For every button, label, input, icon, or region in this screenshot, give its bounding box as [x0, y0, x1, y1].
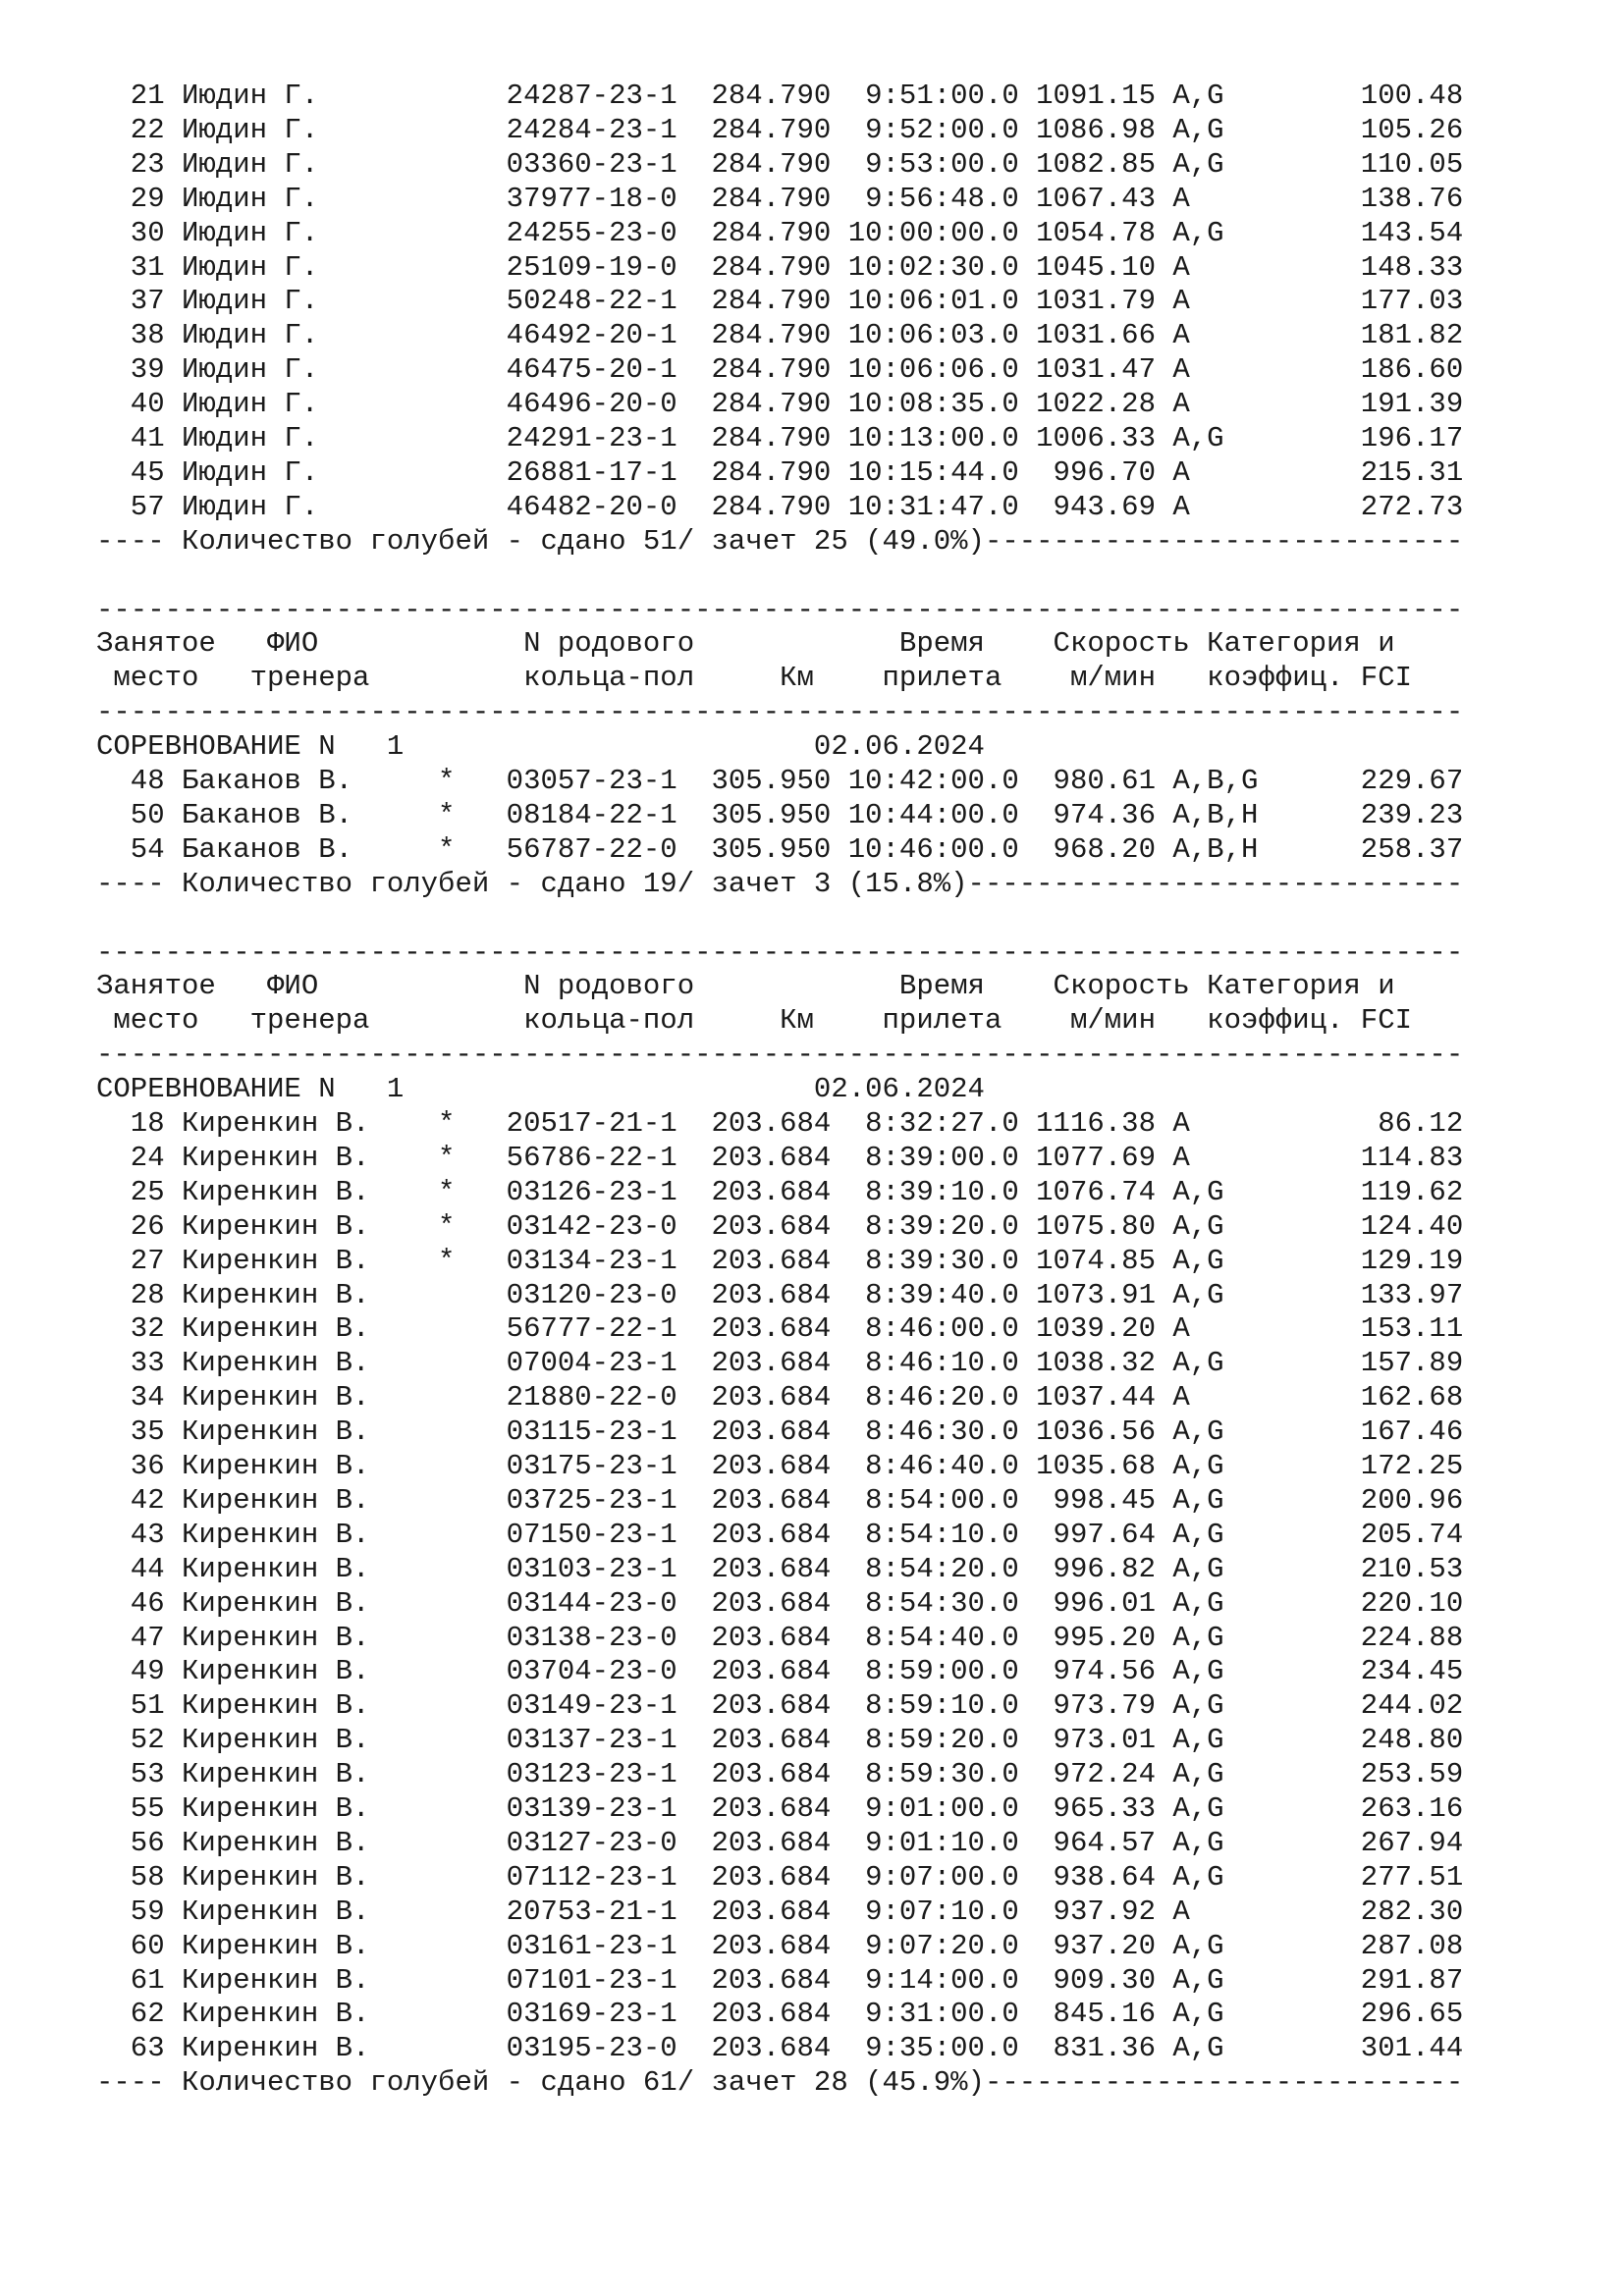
- table-row: 25 Киренкин В. * 03126-23-1 203.684 8:39:10.0 1076.74 A,G 119.62: [96, 1175, 1464, 1208]
- table-row: 29 Июдин Г. 37977-18-0 284.790 9:56:48.0 1067.43 A 138.76: [96, 182, 1464, 215]
- table-row: 45 Июдин Г. 26881-17-1 284.790 10:15:44.0 996.70 A 215.31: [96, 455, 1464, 489]
- table-row: 47 Киренкин В. 03138-23-0 203.684 8:54:40.0 995.20 A,G 224.88: [96, 1621, 1464, 1654]
- table-row: 48 Баканов В. * 03057-23-1 305.950 10:42:00.0 980.61 A,B,G 229.67: [96, 765, 1464, 797]
- table-row: 61 Киренкин В. 07101-23-1 203.684 9:14:00.0 909.30 A,G 291.87: [96, 1963, 1464, 1997]
- table-row: 41 Июдин Г. 24291-23-1 284.790 10:13:00.0 1006.33 A,G 196.17: [96, 422, 1464, 454]
- table-row: 53 Киренкин В. 03123-23-1 203.684 8:59:30.0 972.24 A,G 253.59: [96, 1758, 1464, 1791]
- table-row: 49 Киренкин В. 03704-23-0 203.684 8:59:00.0 974.56 A,G 234.45: [96, 1655, 1464, 1688]
- table-row: 57 Июдин Г. 46482-20-0 284.790 10:31:47.0 943.69 A 272.73: [96, 490, 1464, 523]
- table-row: 32 Киренкин В. 56777-22-1 203.684 8:46:00.0 1039.20 A 153.11: [96, 1312, 1464, 1346]
- table-row: 22 Июдин Г. 24284-23-1 284.790 9:52:00.0 1086.98 A,G 105.26: [96, 113, 1464, 146]
- header-rule: --------------------------------------------------------------------------------: [96, 1039, 1464, 1072]
- header-rule: --------------------------------------------------------------------------------: [96, 696, 1464, 729]
- table-row: 43 Киренкин В. 07150-23-1 203.684 8:54:10.0 997.64 A,G 205.74: [96, 1518, 1464, 1551]
- table-row: 35 Киренкин В. 03115-23-1 203.684 8:46:30.0 1036.56 A,G 167.46: [96, 1415, 1464, 1449]
- table-row: 58 Киренкин В. 07112-23-1 203.684 9:07:00.0 938.64 A,G 277.51: [96, 1860, 1464, 1894]
- section-summary: ---- Количество голубей - сдано 51/ зачет 25 (49.0%)----------------------------: [96, 524, 1464, 558]
- table-row: 34 Киренкин В. 21880-22-0 203.684 8:46:20.0 1037.44 A 162.68: [96, 1381, 1464, 1415]
- table-row: 18 Киренкин В. * 20517-21-1 203.684 8:32:27.0 1116.38 A 86.12: [96, 1107, 1464, 1140]
- header-rule: --------------------------------------------------------------------------------: [96, 935, 1464, 969]
- table-row: 54 Баканов В. * 56787-22-0 305.950 10:46:00.0 968.20 A,B,H 258.37: [96, 832, 1464, 866]
- section-summary: ---- Количество голубей - сдано 61/ зачет 28 (45.9%)----------------------------: [96, 2066, 1464, 2100]
- competition-line: СОРЕВНОВАНИЕ N 1 02.06.2024: [96, 730, 985, 764]
- table-row: 55 Киренкин В. 03139-23-1 203.684 9:01:00.0 965.33 A,G 263.16: [96, 1792, 1464, 1825]
- table-row: 46 Киренкин В. 03144-23-0 203.684 8:54:30.0 996.01 A,G 220.10: [96, 1586, 1464, 1620]
- table-row: 40 Июдин Г. 46496-20-0 284.790 10:08:35.0 1022.28 A 191.39: [96, 388, 1464, 421]
- header-rule: --------------------------------------------------------------------------------: [96, 593, 1464, 626]
- table-row: 31 Июдин Г. 25109-19-0 284.790 10:02:30.0 1045.10 A 148.33: [96, 250, 1464, 284]
- column-headers-line-1: Занятое ФИО N родового Время Скорость Категория и: [96, 970, 1395, 1003]
- competition-line: СОРЕВНОВАНИЕ N 1 02.06.2024: [96, 1073, 985, 1106]
- table-row: 26 Киренкин В. * 03142-23-0 203.684 8:39:20.0 1075.80 A,G 124.40: [96, 1209, 1464, 1243]
- column-headers-line-2: место тренера кольца-пол Км прилета м/мин коэффиц. FCI: [96, 1004, 1413, 1038]
- table-row: 27 Киренкин В. * 03134-23-1 203.684 8:39:30.0 1074.85 A,G 129.19: [96, 1244, 1464, 1277]
- table-row: 33 Киренкин В. 07004-23-1 203.684 8:46:10.0 1038.32 A,G 157.89: [96, 1347, 1464, 1380]
- table-row: 28 Киренкин В. 03120-23-0 203.684 8:39:40.0 1073.91 A,G 133.97: [96, 1278, 1464, 1311]
- table-row: 50 Баканов В. * 08184-22-1 305.950 10:44:00.0 974.36 A,B,H 239.23: [96, 798, 1464, 831]
- table-row: 37 Июдин Г. 50248-22-1 284.790 10:06:01.0 1031.79 A 177.03: [96, 285, 1464, 318]
- table-row: 56 Киренкин В. 03127-23-0 203.684 9:01:10.0 964.57 A,G 267.94: [96, 1826, 1464, 1859]
- table-row: 24 Киренкин В. * 56786-22-1 203.684 8:39:00.0 1077.69 A 114.83: [96, 1141, 1464, 1174]
- table-row: 21 Июдин Г. 24287-23-1 284.790 9:51:00.0 1091.15 A,G 100.48: [96, 80, 1464, 112]
- table-row: 60 Киренкин В. 03161-23-1 203.684 9:07:20.0 937.20 A,G 287.08: [96, 1929, 1464, 1962]
- table-row: 39 Июдин Г. 46475-20-1 284.790 10:06:06.0 1031.47 A 186.60: [96, 353, 1464, 387]
- table-row: 38 Июдин Г. 46492-20-1 284.790 10:06:03.0 1031.66 A 181.82: [96, 319, 1464, 352]
- table-row: 51 Киренкин В. 03149-23-1 203.684 8:59:10.0 973.79 A,G 244.02: [96, 1689, 1464, 1723]
- section-summary: ---- Количество голубей - сдано 19/ зачет 3 (15.8%)-----------------------------: [96, 867, 1464, 900]
- table-row: 59 Киренкин В. 20753-21-1 203.684 9:07:10.0 937.92 A 282.30: [96, 1895, 1464, 1928]
- table-row: 36 Киренкин В. 03175-23-1 203.684 8:46:40.0 1035.68 A,G 172.25: [96, 1450, 1464, 1482]
- table-row: 30 Июдин Г. 24255-23-0 284.790 10:00:00.0 1054.78 A,G 143.54: [96, 216, 1464, 249]
- table-row: 23 Июдин Г. 03360-23-1 284.790 9:53:00.0 1082.85 A,G 110.05: [96, 147, 1464, 181]
- table-row: 62 Киренкин В. 03169-23-1 203.684 9:31:00.0 845.16 A,G 296.65: [96, 1998, 1464, 2031]
- column-headers-line-2: место тренера кольца-пол Км прилета м/мин коэффиц. FCI: [96, 662, 1413, 695]
- column-headers-line-1: Занятое ФИО N родового Время Скорость Категория и: [96, 627, 1395, 661]
- table-row: 63 Киренкин В. 03195-23-0 203.684 9:35:00.0 831.36 A,G 301.44: [96, 2032, 1464, 2065]
- table-row: 52 Киренкин В. 03137-23-1 203.684 8:59:20.0 973.01 A,G 248.80: [96, 1724, 1464, 1757]
- table-row: 42 Киренкин В. 03725-23-1 203.684 8:54:00.0 998.45 A,G 200.96: [96, 1483, 1464, 1517]
- table-row: 44 Киренкин В. 03103-23-1 203.684 8:54:20.0 996.82 A,G 210.53: [96, 1552, 1464, 1585]
